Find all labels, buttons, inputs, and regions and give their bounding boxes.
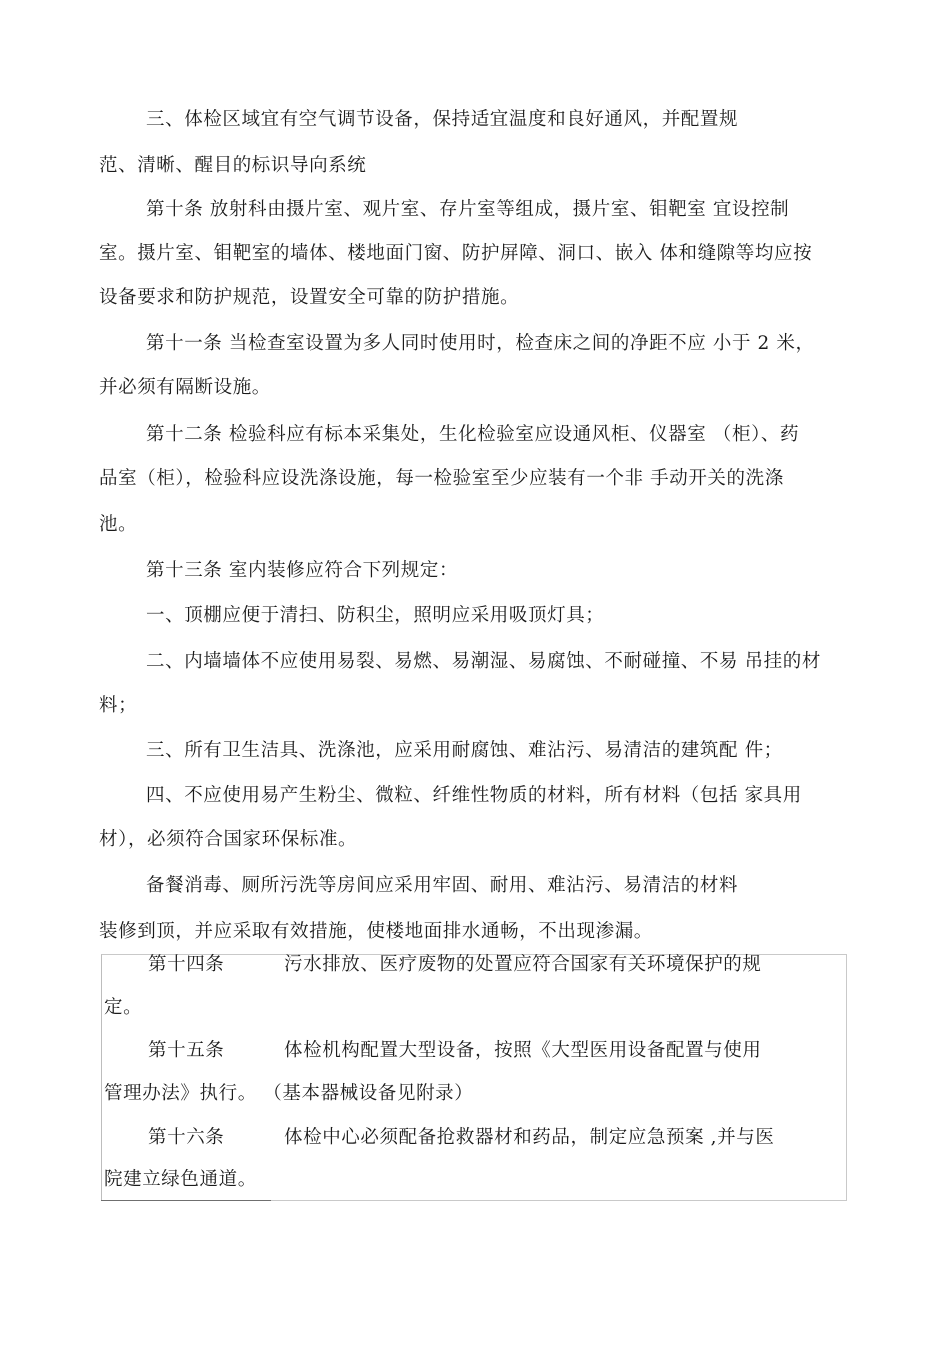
article-12-line: 品室（柜），检验科应设洗涤设施，每一检验室至少应装有一个非 手动开关的洗涤 xyxy=(99,468,784,489)
article-16-text: 体检中心必须配备抢救器材和药品，制定应急预案 ,并与医 xyxy=(284,1127,775,1148)
clause-line: 材），必须符合国家环保标准。 xyxy=(99,829,358,850)
clause-line: 三、所有卫生洁具、洗涤池，应采用耐腐蚀、难沾污、易清洁的建筑配 件； xyxy=(146,740,783,761)
article-10-line: 第十条 放射科由摄片室、观片室、存片室等组成，摄片室、钼靶室 宜设控制 xyxy=(146,199,790,220)
article-14-continuation: 定。 xyxy=(104,997,143,1018)
paragraph-line: 三、体检区域宜有空气调节设备，保持适宜温度和良好通风，并配置规 xyxy=(146,109,739,130)
article-15-text: 体检机构配置大型设备，按照《大型医用设备配置与使用 xyxy=(284,1040,762,1061)
article-14-text: 污水排放、医疗废物的处置应符合国家有关环境保护的规 xyxy=(284,954,762,975)
article-10-line: 设备要求和防护规范，设置安全可靠的防护措施。 xyxy=(99,287,520,308)
paragraph-line: 备餐消毒、厕所污洗等房间应采用牢固、耐用、难沾污、易清洁的材料 xyxy=(146,875,739,896)
clause-line: 四、不应使用易产生粉尘、微粒、纤维性物质的材料，所有材料（包括 家具用 xyxy=(146,785,802,806)
article-10-line: 室。摄片室、钼靶室的墙体、楼地面门窗、防护屏障、洞口、嵌入 体和缝隙等均应按 xyxy=(99,243,813,264)
article-16-number: 第十六条 xyxy=(148,1127,225,1148)
box-underline-divider xyxy=(101,1200,271,1201)
clause-line: 一、顶棚应便于清扫、防积尘，照明应采用吸顶灯具； xyxy=(146,605,605,626)
article-11-line: 并必须有隔断设施。 xyxy=(99,377,271,398)
article-15-continuation: 管理办法》执行。 （基本器械设备见附录） xyxy=(104,1083,474,1104)
paragraph-line: 装修到顶，并应采取有效措施，使楼地面排水通畅，不出现渗漏。 xyxy=(99,921,653,942)
articles-box xyxy=(101,954,847,1201)
article-15-number: 第十五条 xyxy=(148,1040,225,1061)
paragraph-line: 范、清晰、醒目的标识导向系统 xyxy=(99,155,367,176)
article-12-line: 池。 xyxy=(99,514,138,535)
article-13-line: 第十三条 室内装修应符合下列规定： xyxy=(146,560,459,581)
clause-line: 料； xyxy=(99,695,138,716)
article-12-line: 第十二条 检验科应有标本采集处，生化检验室应设通风柜、仪器室 （柜）、药 xyxy=(146,424,800,445)
article-14-number: 第十四条 xyxy=(148,954,225,975)
article-11-line: 第十一条 当检查室设置为多人同时使用时，检查床之间的净距不应 小于 2 米， xyxy=(146,333,815,354)
clause-line: 二、内墙墙体不应使用易裂、易燃、易潮湿、易腐蚀、不耐碰撞、不易 吊挂的材 xyxy=(146,651,821,672)
article-16-continuation: 院建立绿色通道。 xyxy=(104,1169,257,1190)
